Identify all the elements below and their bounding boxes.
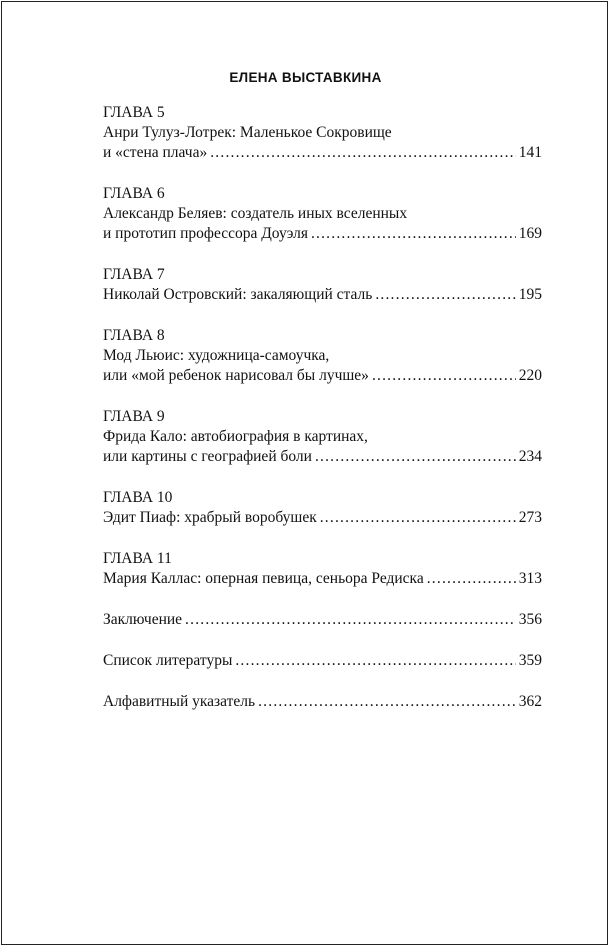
dot-leader	[375, 285, 515, 305]
running-header: ЕЛЕНА ВЫСТАВКИНА	[229, 70, 382, 85]
chapter-label: ГЛАВА 8	[103, 327, 165, 344]
chapter-title-line: Эдит Пиаф: храбрый воробушек	[103, 509, 317, 526]
chapter-label: ГЛАВА 5	[103, 104, 165, 121]
chapter-label: ГЛАВА 11	[103, 550, 172, 567]
toc-entry-chapter-6[interactable]	[103, 184, 542, 244]
toc-entry-chapter-11[interactable]	[103, 549, 542, 589]
chapter-title-line: Николай Островский: закаляющий сталь	[103, 286, 373, 303]
chapter-label: ГЛАВА 9	[103, 408, 165, 425]
chapter-title-line: Мод Льюис: художница-самоучка,	[103, 347, 330, 364]
section-title: Заключение	[103, 611, 183, 628]
page-number: 234	[518, 448, 542, 465]
section-title: Список литературы	[103, 652, 233, 669]
page-number: 362	[518, 693, 542, 710]
toc-entry-index[interactable]	[103, 692, 542, 712]
page-number: 359	[518, 652, 542, 669]
chapter-title-line: или «мой ребенок нарисовал бы лучше»	[103, 367, 369, 384]
toc-entry-bibliography[interactable]	[103, 651, 542, 671]
chapter-title-line: или картины с географией боли	[103, 448, 312, 465]
chapter-title-line: Фрида Кало: автобиография в картинах,	[103, 428, 368, 445]
dot-leader	[235, 651, 515, 671]
page-number: 169	[518, 225, 542, 242]
toc-entry-conclusion[interactable]	[103, 610, 542, 630]
page-number: 313	[518, 570, 542, 587]
chapter-label: ГЛАВА 7	[103, 266, 165, 283]
dot-leader	[372, 366, 516, 386]
page-number: 273	[518, 509, 542, 526]
dot-leader	[427, 569, 516, 589]
section-title: Алфавитный указатель	[103, 693, 256, 710]
dot-leader	[320, 508, 516, 528]
chapter-title-line: Александр Беляев: создатель иных вселенных	[103, 205, 408, 222]
page-number: 220	[518, 367, 542, 384]
page-number: 141	[518, 144, 542, 161]
toc-entry-chapter-8[interactable]	[103, 326, 542, 386]
chapter-label: ГЛАВА 10	[103, 489, 173, 506]
toc-entry-chapter-7[interactable]	[103, 265, 542, 305]
toc-entry-chapter-5[interactable]	[103, 103, 542, 163]
dot-leader	[315, 447, 516, 467]
dot-leader	[311, 224, 516, 244]
chapter-label: ГЛАВА 6	[103, 185, 165, 202]
table-of-contents	[103, 103, 542, 733]
page-number: 195	[518, 286, 542, 303]
page-number: 356	[518, 611, 542, 628]
chapter-title-line: и «стена плача»	[103, 144, 208, 161]
dot-leader	[210, 143, 516, 163]
chapter-title-line: Мария Каллас: оперная певица, сеньора Редиска	[103, 570, 424, 587]
dot-leader	[258, 692, 516, 712]
toc-entry-chapter-9[interactable]	[103, 407, 542, 467]
dot-leader	[185, 610, 516, 630]
toc-entry-chapter-10[interactable]	[103, 488, 542, 528]
chapter-title-line: и прототип профессора Доуэля	[103, 225, 308, 242]
chapter-title-line: Анри Тулуз-Лотрек: Маленькое Сокровище	[103, 124, 392, 141]
